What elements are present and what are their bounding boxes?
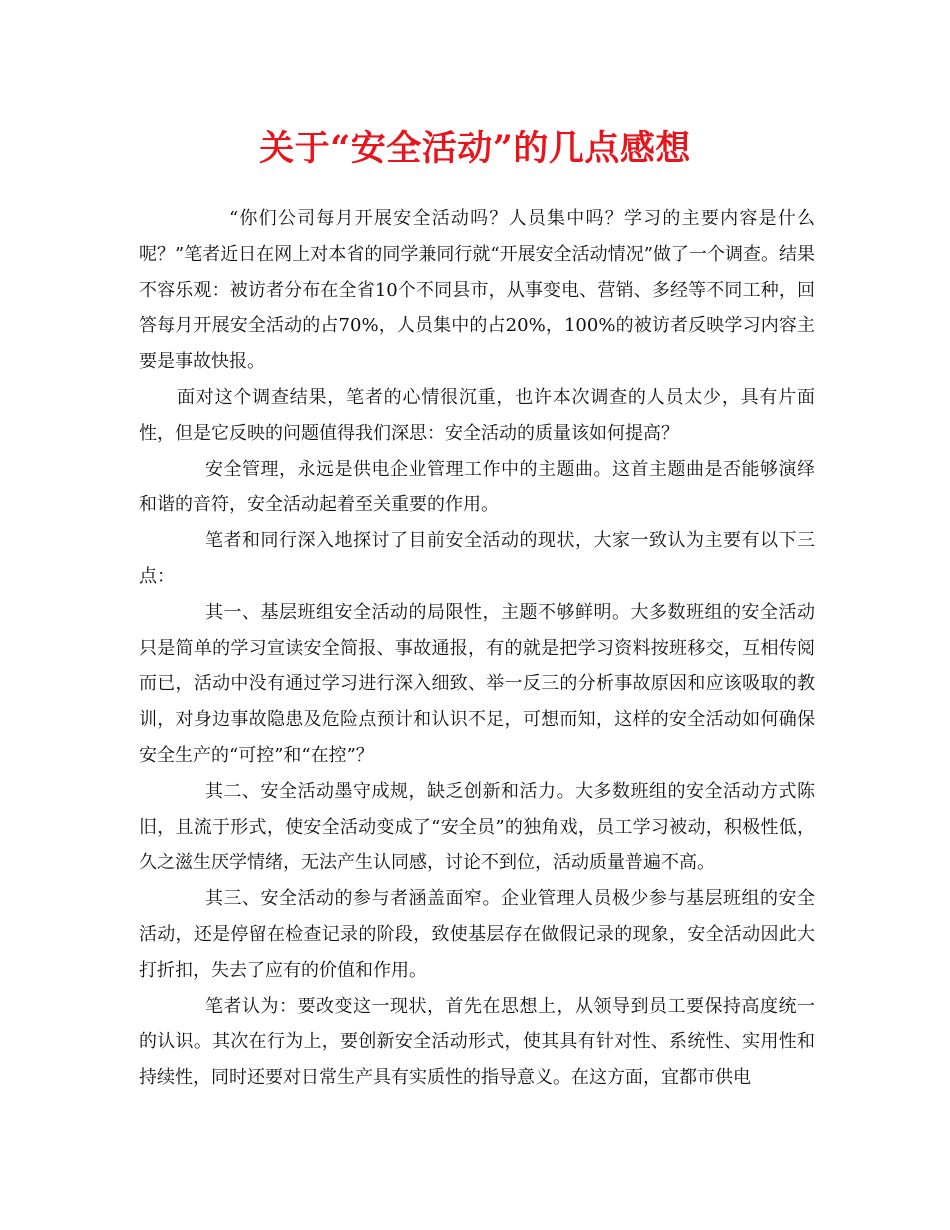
paragraph-survey: “你们公司每月开展安全活动吗？人员集中吗？学习的主要内容是什么呢？”笔者近日在网上对本省的同学兼同行就“开展安全活动情况”做了一个调查。结果不容乐观：被访者分布在全省10个不同县市，从事变电、营销、多经等不同工种，回答每月开展安全活动的占70%，人员集中的占20%，100%的被访者反映学习内容主要是事故快报。 <box>139 208 815 373</box>
paragraph-safety-management: 安全管理，永远是供电企业管理工作中的主题曲。这首主题曲是否能够演绎和谐的音符，安全活动起着至关重要的作用。 <box>139 458 815 516</box>
document-body <box>139 201 815 1096</box>
paragraph-survey-reflection: 面对这个调查结果，笔者的心情很沉重，也许本次调查的人员太少，具有片面性，但是它反映的问题值得我们深思：安全活动的质量该如何提高？ <box>139 386 815 444</box>
document-title: 关于“安全活动”的几点感想 <box>259 128 691 169</box>
paragraph-point-three: 其三、安全活动的参与者涵盖面窄。企业管理人员极少参与基层班组的安全活动，还是停留在检查记录的阶段，致使基层存在做假记录的现象，安全活动因此大打折扣，失去了应有的价值和作用。 <box>139 888 815 981</box>
paragraph-point-two: 其二、安全活动墨守成规，缺乏创新和活力。大多数班组的安全活动方式陈旧，且流于形式，使安全活动变成了“安全员”的独角戏，员工学习被动，积极性低，久之滋生厌学情绪，无法产生认同感，讨论不到位，活动质量普遍不高。 <box>139 780 815 874</box>
paragraph-current-status: 笔者和同行深入地探讨了目前安全活动的现状，大家一致认为主要有以下三点： <box>139 530 815 587</box>
paragraph-point-one: 其一、基层班组安全活动的局限性，主题不够鲜明。大多数班组的安全活动只是简单的学习宣读安全简报、事故通报，有的就是把学习资料按班移交，互相传阅而已，活动中没有通过学习进行深入细致、举一反三的分析事故原因和应该吸取的教训，对身边事故隐患及危险点预计和认识不足，可想而知，这样的安全活动如何确保安全生产的“可控”和“在控”？ <box>139 601 815 766</box>
paragraph-author-opinion: 笔者认为：要改变这一现状，首先在思想上，从领导到员工要保持高度统一的认识。其次在行为上，要创新安全活动形式，使其具有针对性、系统性、实用性和持续性，同时还要对日常生产具有实质性的指导意义。在这方面，宜都市供电 <box>139 995 815 1089</box>
